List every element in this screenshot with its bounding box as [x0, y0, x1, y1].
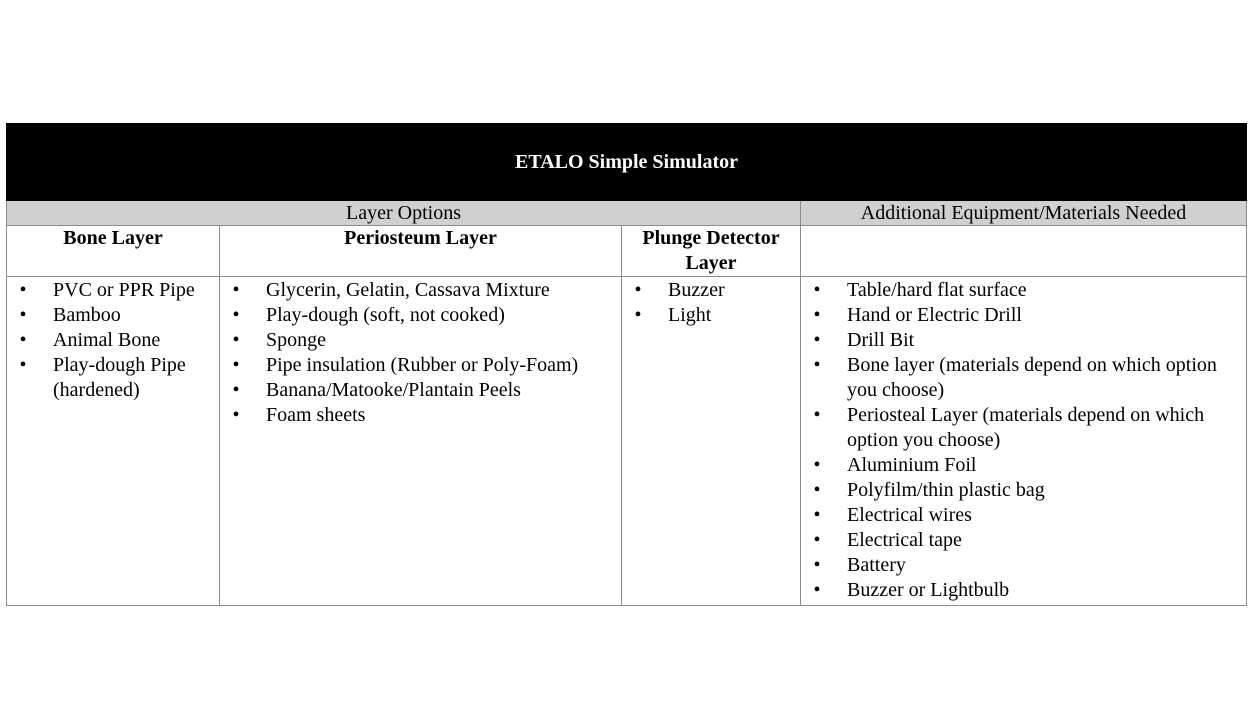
additional-blank-header [801, 226, 1247, 277]
bullet-icon: • [813, 304, 821, 326]
column-header-row [7, 226, 1247, 277]
bullet-icon: • [232, 329, 240, 351]
bullet-icon: • [813, 404, 821, 426]
list-item: • Bone layer (materials depend on which option you choose) [801, 353, 1242, 403]
additional-equipment-header: Additional Equipment/Materials Needed [801, 201, 1247, 226]
bullet-icon: • [813, 329, 821, 351]
bullet-icon: • [813, 504, 821, 526]
list-item: • Animal Bone [7, 328, 215, 353]
list-item: • Bamboo [7, 303, 215, 328]
bullet-icon: • [19, 354, 27, 376]
periosteum-layer-items [220, 277, 622, 606]
list-item: • Light [622, 303, 796, 328]
additional-equipment-items [801, 277, 1247, 606]
bullet-icon: • [232, 304, 240, 326]
bullet-icon: • [19, 304, 27, 326]
list-item: • Foam sheets [220, 403, 617, 428]
layer-options-header: Layer Options [7, 201, 801, 226]
list-item: • Battery [801, 553, 1242, 578]
bullet-icon: • [19, 329, 27, 351]
list-item: • Electrical wires [801, 503, 1242, 528]
list-item: • Periosteal Layer (materials depend on which option you choose) [801, 403, 1242, 453]
bone-layer-items [7, 277, 220, 606]
bullet-icon: • [813, 354, 821, 376]
group-header-row [7, 201, 1247, 226]
list-item: • Buzzer or Lightbulb [801, 578, 1242, 603]
periosteum-layer-header: Periosteum Layer [220, 226, 622, 277]
bullet-icon: • [232, 379, 240, 401]
bullet-icon: • [634, 279, 642, 301]
bullet-icon: • [813, 554, 821, 576]
title-row [7, 124, 1247, 201]
list-item: • Electrical tape [801, 528, 1242, 553]
list-item: • PVC or PPR Pipe [7, 278, 215, 303]
bullet-icon: • [19, 279, 27, 301]
list-item: • Drill Bit [801, 328, 1242, 353]
list-item: • Sponge [220, 328, 617, 353]
bullet-icon: • [634, 304, 642, 326]
bullet-icon: • [232, 279, 240, 301]
list-item: • Glycerin, Gelatin, Cassava Mixture [220, 278, 617, 303]
table-title: ETALO Simple Simulator [7, 124, 1247, 201]
plunge-detector-header: Plunge Detector Layer [622, 226, 801, 277]
list-item: • Buzzer [622, 278, 796, 303]
bullet-icon: • [813, 454, 821, 476]
simulator-table [6, 123, 1247, 606]
list-item: • Play-dough Pipe (hardened) [7, 353, 215, 403]
list-item: • Pipe insulation (Rubber or Poly-Foam) [220, 353, 617, 378]
bullet-icon: • [813, 479, 821, 501]
items-row [7, 277, 1247, 606]
bullet-icon: • [813, 279, 821, 301]
plunge-detector-items [622, 277, 801, 606]
list-item: • Aluminium Foil [801, 453, 1242, 478]
bullet-icon: • [813, 529, 821, 551]
bone-layer-header: Bone Layer [7, 226, 220, 277]
bullet-icon: • [813, 579, 821, 601]
list-item: • Polyfilm/thin plastic bag [801, 478, 1242, 503]
bullet-icon: • [232, 404, 240, 426]
list-item: • Hand or Electric Drill [801, 303, 1242, 328]
list-item: • Banana/Matooke/Plantain Peels [220, 378, 617, 403]
list-item: • Play-dough (soft, not cooked) [220, 303, 617, 328]
list-item: • Table/hard flat surface [801, 278, 1242, 303]
bullet-icon: • [232, 354, 240, 376]
